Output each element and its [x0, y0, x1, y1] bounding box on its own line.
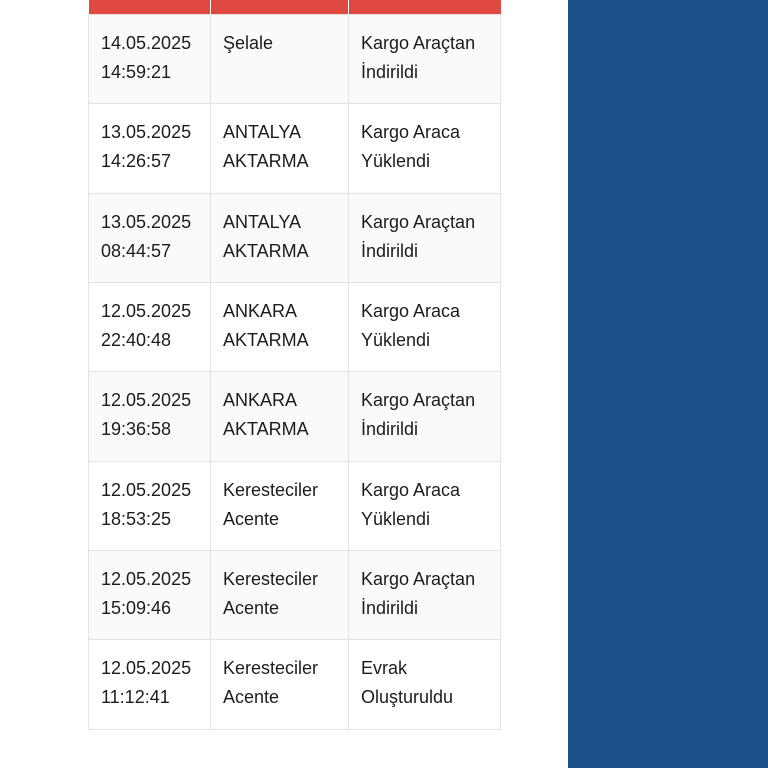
cell-datetime: [89, 193, 211, 282]
cell-date: 12.05.2025: [101, 658, 192, 679]
shipment-tracking-table: [88, 0, 501, 730]
cell-datetime: [89, 461, 211, 550]
table-header-location: [211, 0, 349, 15]
cell-location: ANTALYA AKTARMA: [211, 193, 349, 282]
cell-time: 14:26:57: [101, 151, 172, 172]
cell-status: Evrak Oluşturuldu: [349, 640, 501, 729]
table-header-datetime: [89, 0, 211, 15]
cell-time: 14:59:21: [101, 62, 172, 83]
cell-time: 08:44:57: [101, 240, 172, 261]
cell-time: 19:36:58: [101, 419, 172, 440]
cell-date: 13.05.2025: [101, 122, 192, 143]
table-row: [89, 193, 501, 282]
cell-datetime: [89, 104, 211, 193]
cell-datetime: [89, 372, 211, 461]
cell-date: 12.05.2025: [101, 568, 192, 589]
cell-time: 18:53:25: [101, 508, 172, 529]
cell-status: Kargo Araca Yüklendi: [349, 104, 501, 193]
cell-date: 14.05.2025: [101, 33, 192, 53]
cell-location: Keresteciler Acente: [211, 550, 349, 639]
table-header-row: [89, 0, 501, 15]
table-row: [89, 15, 501, 104]
cell-location: ANKARA AKTARMA: [211, 372, 349, 461]
cell-location: Keresteciler Acente: [211, 461, 349, 550]
table-header-status: [349, 0, 501, 15]
cell-location: ANKARA AKTARMA: [211, 282, 349, 371]
table-row: [89, 640, 501, 729]
cell-status: Kargo Araca Yüklendi: [349, 461, 501, 550]
cell-time: 22:40:48: [101, 330, 172, 351]
cell-datetime: [89, 550, 211, 639]
cell-status: Kargo Araçtan İndirildi: [349, 15, 501, 104]
cell-date: 12.05.2025: [101, 390, 192, 411]
cell-datetime: [89, 282, 211, 371]
cell-time: 11:12:41: [101, 687, 170, 708]
cell-date: 12.05.2025: [101, 479, 192, 500]
table-body: [89, 15, 501, 730]
cell-location: ANTALYA AKTARMA: [211, 104, 349, 193]
cell-status: Kargo Araçtan İndirildi: [349, 550, 501, 639]
cell-status: Kargo Araçtan İndirildi: [349, 372, 501, 461]
cell-location: Şelale: [211, 15, 349, 104]
table-row: [89, 372, 501, 461]
cell-location: Keresteciler Acente: [211, 640, 349, 729]
shipment-tracking-table-container: [88, 0, 500, 730]
cell-status: Kargo Araçtan İndirildi: [349, 193, 501, 282]
cell-time: 15:09:46: [101, 598, 172, 619]
table-row: [89, 461, 501, 550]
cell-date: 13.05.2025: [101, 211, 192, 232]
cell-datetime: [89, 15, 211, 104]
cell-date: 12.05.2025: [101, 300, 192, 321]
table-row: [89, 282, 501, 371]
table-row: [89, 104, 501, 193]
cell-status: Kargo Araca Yüklendi: [349, 282, 501, 371]
cell-datetime: [89, 640, 211, 729]
table-row: [89, 550, 501, 639]
